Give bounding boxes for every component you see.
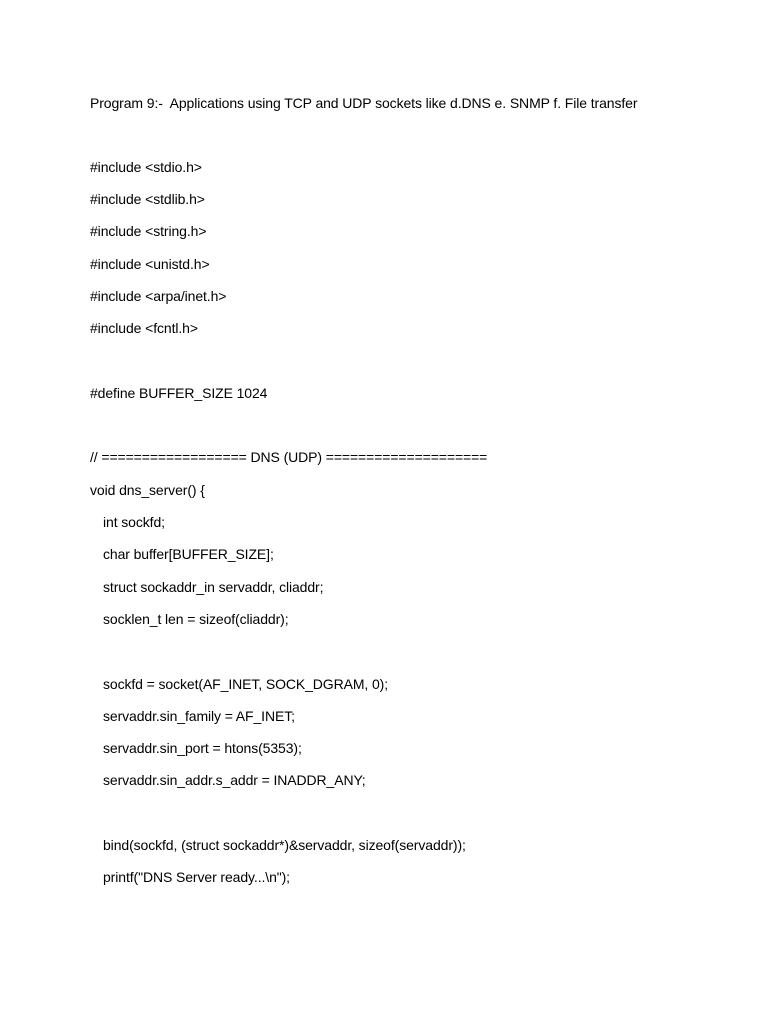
code-line: bind(sockfd, (struct sockaddr*)&servaddr, sizeof(servaddr)); — [103, 837, 466, 853]
function-signature: void dns_server() { — [90, 482, 205, 498]
code-line: servaddr.sin_family = AF_INET; — [103, 708, 295, 724]
include-line: #include <string.h> — [90, 223, 207, 239]
include-line: #include <unistd.h> — [90, 256, 210, 272]
code-line: sockfd = socket(AF_INET, SOCK_DGRAM, 0); — [103, 676, 389, 692]
code-line: printf("DNS Server ready...\n"); — [103, 869, 290, 885]
code-line: servaddr.sin_port = htons(5353); — [103, 740, 302, 756]
define-line: #define BUFFER_SIZE 1024 — [90, 385, 268, 401]
section-comment: // ================== DNS (UDP) ==================== — [90, 449, 488, 465]
include-line: #include <stdlib.h> — [90, 191, 205, 207]
code-line: socklen_t len = sizeof(cliaddr); — [103, 611, 289, 627]
code-line: struct sockaddr_in servaddr, cliaddr; — [103, 579, 324, 595]
code-line: servaddr.sin_addr.s_addr = INADDR_ANY; — [103, 772, 366, 788]
include-line: #include <arpa/inet.h> — [90, 288, 227, 304]
code-line: char buffer[BUFFER_SIZE]; — [103, 546, 274, 562]
code-line: int sockfd; — [103, 514, 165, 530]
program-title: Program 9:- Applications using TCP and UDP sockets like d.DNS e. SNMP f. File transfer — [90, 95, 638, 111]
include-line: #include <fcntl.h> — [90, 320, 198, 336]
include-line: #include <stdio.h> — [90, 159, 202, 175]
